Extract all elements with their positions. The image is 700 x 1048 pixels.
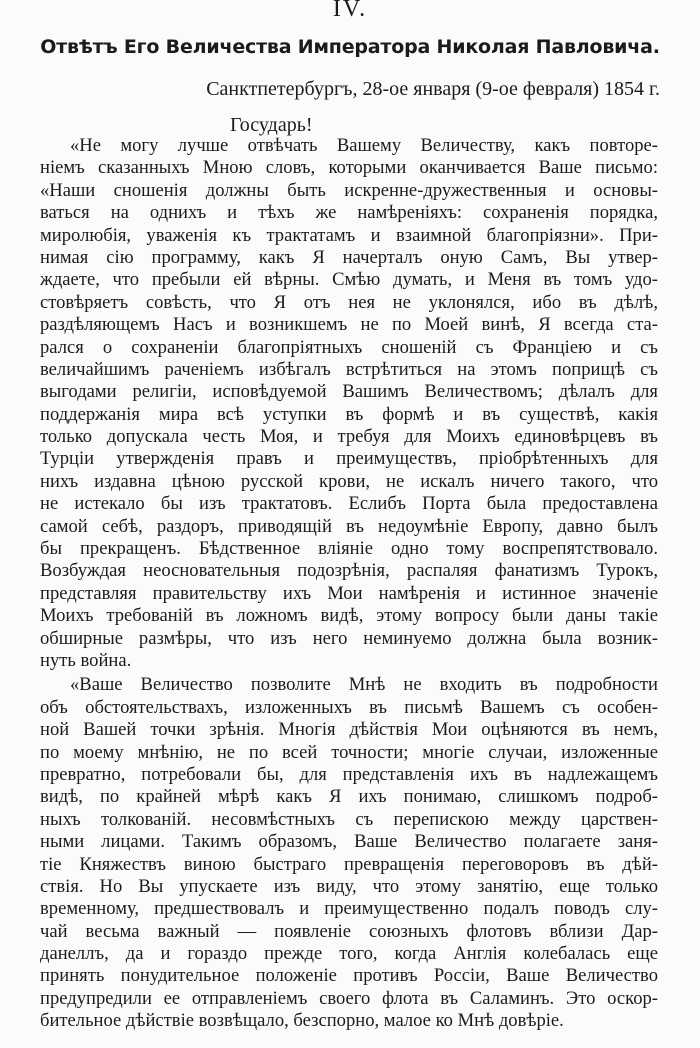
text-line: самой себѣ, раздоръ, приводящій въ недоумѣніе Европу, давно былъ [40, 515, 658, 537]
text-line: тіе Княжествъ виною быстраго превращенія переговоровъ въ дѣй- [40, 853, 658, 875]
text-line: ствія. Но Вы упускаете изъ виду, что этому занятію, еще только [40, 875, 658, 897]
text-line: выгодами религіи, исповѣдуемой Вашимъ Величествомъ; дѣлалъ для [40, 381, 658, 403]
salutation: Государь! [230, 114, 313, 136]
text-line: Моихъ требованій въ ложномъ видѣ, этому вопросу были даны такіе [40, 605, 658, 627]
text-line: предупредили ее отправленіемъ своего флота въ Саламинъ. Это оскор- [40, 987, 658, 1009]
chapter-number: IV. [332, 0, 368, 22]
text-line: превратно, потребовали бы, для представленія ихъ въ надлежащемъ [40, 763, 658, 785]
text-line: миролюбія, уваженія къ трактатамъ и взаимной благопріязни». При- [40, 224, 658, 246]
text-line: не истекало бы изъ трактатовъ. Еслибъ Порта была предоставлена [40, 493, 658, 515]
text-line: только допускала честь Моя, и требуя для Моихъ единовѣрцевъ въ [40, 426, 658, 448]
text-line: ными лицами. Такимъ образомъ, Ваше Величество полагаете заня- [40, 831, 658, 853]
document-heading: Отвѣтъ Его Величества Императора Николая Павловича. [40, 36, 660, 58]
text-line: бы прекращенъ. Бѣдственное вліяніе одно тому воспрепятствовало. [40, 538, 658, 560]
text-line: ждаете, что пребыли ей вѣрны. Смѣю думать, и Меня въ томъ удо- [40, 269, 658, 291]
text-line: «Не могу лучше отвѣчать Вашему Величеству, какъ повторе- [70, 135, 658, 156]
text-line: чай весьма важный — появленіе союзныхъ флотовъ вблизи Дар- [40, 920, 658, 942]
text-line: величайшимъ раченіемъ избѣгалъ встрѣтиться на этомъ поприщѣ съ [40, 358, 658, 380]
text-line: нимая сію программу, какъ Я начерталъ оную Самъ, Вы утвер- [40, 246, 658, 268]
text-line: «Ваше Величество позволите Мнѣ не входить въ подробности [70, 674, 658, 696]
paragraph [40, 674, 658, 1032]
text-line: нуть война. [40, 649, 132, 671]
text-line: раздѣляющемъ Насъ и возникшемъ не по Моей винѣ, Я всегда ста- [40, 314, 658, 336]
text-line: поддержанія мира всѣ уступки въ формѣ и въ существѣ, какія [40, 403, 658, 425]
text-line: по моему мнѣнію, не по всей точности; многіе случаи, изложенные [40, 741, 658, 763]
text-line: данеллъ, да и гораздо прежде того, когда Англія колебалась еще [40, 943, 658, 965]
paragraph [40, 135, 658, 672]
text-line: ніемъ сказанныхъ Мною словъ, которыми оканчивается Ваше письмо: [40, 157, 658, 179]
text-line: объ обстоятельствахъ, изложенныхъ въ письмѣ Вашемъ съ особен- [40, 696, 658, 718]
text-line: рался о сохраненіи благопріятныхъ сношеній съ Франціею и съ [40, 336, 658, 358]
text-line: Возбуждая неосновательныя подозрѣнія, распаляя фанатизмъ Турокъ, [40, 560, 658, 582]
text-line: «Наши сношенія должны быть искренне-дружественныя и основы- [40, 179, 658, 201]
text-line: стовѣряетъ совѣсть, что Я отъ нея не уклонялся, ибо въ дѣлѣ, [40, 291, 658, 313]
letter-body [40, 135, 658, 1033]
text-line: бительное дѣйствіе возвѣщало, безспорно, малое ко Мнѣ довѣріе. [40, 1010, 564, 1032]
text-line: нихъ издавна цѣною русской крови, не искалъ ничего такого, что [40, 470, 658, 492]
dateline: Санктпетербургъ, 28-ое января (9-ое февраля) 1854 г. [206, 78, 660, 100]
text-line: видѣ, по крайней мѣрѣ какъ Я ихъ понимаю, слишкомъ подроб- [40, 786, 658, 808]
text-line: обширные размѣры, что изъ него неминуемо должна была возник- [40, 627, 658, 649]
text-line: ныхъ толкованій. несовмѣстныхъ съ перепискою между царствен- [40, 808, 658, 830]
text-line: ной Вашей точки зрѣнія. Многія дѣйствія Мои оцѣняются въ немъ, [40, 719, 658, 741]
text-line: представляя правительству ихъ Мои намѣренія и истинное значеніе [40, 582, 658, 604]
text-line: ваться на однихъ и тѣхъ же намѣреніяхъ: сохраненія порядка, [40, 202, 658, 224]
text-line: принять понудительное положеніе противъ Россіи, Ваше Величество [40, 965, 658, 987]
text-line: временному, предшествовалъ и преимущественно подалъ поводъ слу- [40, 898, 658, 920]
text-line: Турціи утвержденія правъ и преимуществъ, пріобрѣтенныхъ для [40, 448, 658, 470]
